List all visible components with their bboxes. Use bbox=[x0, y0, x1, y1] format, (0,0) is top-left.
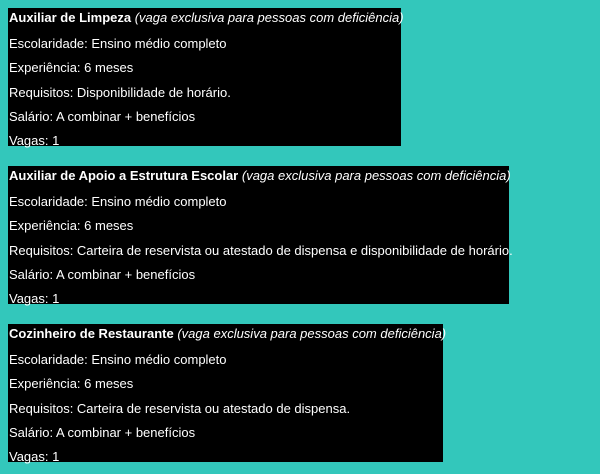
job-listing bbox=[8, 324, 447, 464]
job-note: (vaga exclusiva para pessoas com deficiência) bbox=[177, 326, 447, 341]
job-requisitos: Requisitos: Disponibilidade de horário. bbox=[9, 84, 231, 100]
job-experiencia: Experiência: 6 meses bbox=[9, 60, 134, 76]
job-requisitos: Requisitos: Carteira de reservista ou atestado de dispensa e disponibilidade de horário. bbox=[9, 242, 513, 258]
job-heading bbox=[8, 8, 404, 32]
job-vagas: Vagas: 1 bbox=[9, 132, 60, 148]
job-escolaridade: Escolaridade: Ensino médio completo bbox=[9, 36, 227, 52]
job-requisitos: Requisitos: Carteira de reservista ou atestado de dispensa. bbox=[9, 400, 351, 416]
job-salario: Salário: A combinar + benefícios bbox=[9, 266, 196, 282]
job-note: (vaga exclusiva para pessoas com deficiência) bbox=[134, 10, 404, 25]
job-title: Auxiliar de Apoio a Estrutura Escolar bbox=[9, 168, 239, 183]
job-experiencia: Experiência: 6 meses bbox=[9, 218, 134, 234]
job-title: Auxiliar de Limpeza bbox=[9, 10, 132, 25]
job-vagas: Vagas: 1 bbox=[9, 448, 60, 464]
job-vagas: Vagas: 1 bbox=[9, 290, 60, 306]
job-salario: Salário: A combinar + benefícios bbox=[9, 424, 196, 440]
job-escolaridade: Escolaridade: Ensino médio completo bbox=[9, 194, 227, 210]
job-heading bbox=[8, 324, 447, 348]
job-salario: Salário: A combinar + benefícios bbox=[9, 108, 196, 124]
job-listing bbox=[8, 8, 404, 148]
job-note: (vaga exclusiva para pessoas com deficiência) bbox=[241, 168, 511, 183]
job-escolaridade: Escolaridade: Ensino médio completo bbox=[9, 352, 227, 368]
job-title: Cozinheiro de Restaurante bbox=[9, 326, 174, 341]
job-listing bbox=[8, 166, 513, 306]
job-heading bbox=[8, 166, 509, 190]
job-experiencia: Experiência: 6 meses bbox=[9, 376, 134, 392]
